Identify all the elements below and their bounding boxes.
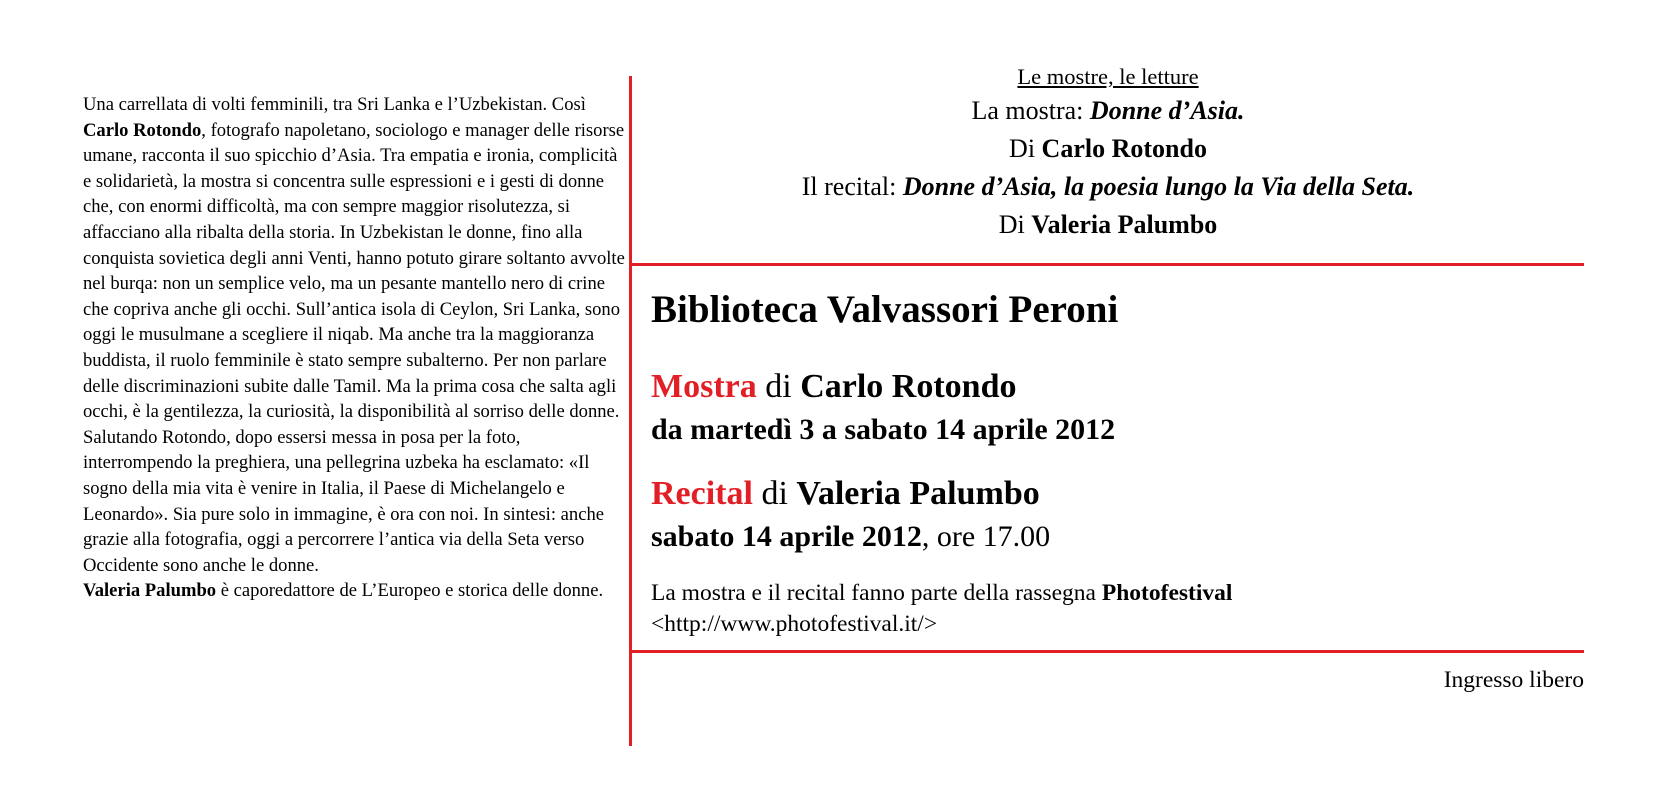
description-paragraph <box>83 92 628 578</box>
exhibition-block <box>651 365 1115 451</box>
exhibition-label: Mostra <box>651 368 757 405</box>
recital-author: Valeria Palumbo <box>1031 210 1218 239</box>
recital-by-text: di <box>752 475 797 512</box>
recital-label: Recital <box>651 475 753 512</box>
exhibition-dates <box>651 409 1115 451</box>
recital-author-name: Valeria Palumbo <box>796 475 1040 512</box>
admission-text: Ingresso libero <box>1443 667 1584 693</box>
curator-note <box>83 578 628 604</box>
exhibit-title: Donne d’Asia. <box>1089 96 1245 125</box>
festival-url[interactable]: <http://www.photofestival.it/> <box>651 611 938 637</box>
exhibition-dates-text: da martedì 3 a sabato 14 aprile 2012 <box>651 413 1116 446</box>
festival-text: La mostra e il recital fanno parte della rassegna <box>651 580 1102 606</box>
exhibit-by: Di <box>1009 134 1042 163</box>
venue-title: Biblioteca Valvassori Peroni <box>651 288 1119 331</box>
header-kicker: Le mostre, le letture <box>1017 64 1199 89</box>
exhibit-prefix: La mostra: <box>971 96 1090 125</box>
festival-note <box>651 578 1232 640</box>
recital-date: sabato 14 aprile 2012 <box>651 520 922 553</box>
description-intro: Una carrellata di volti femminili, tra Sri Lanka e l’Uzbekistan. Così <box>83 94 586 115</box>
festival-line <box>651 578 1232 609</box>
recital-time: , ore 17.00 <box>921 520 1051 553</box>
header-divider <box>629 263 1584 266</box>
exhibition-heading <box>651 365 1115 409</box>
festival-name: Photofestival <box>1101 580 1233 606</box>
photographer-name: Carlo Rotondo <box>83 119 202 141</box>
exhibition-by: di <box>756 368 801 405</box>
recital-author-line <box>632 206 1584 244</box>
recital-datetime <box>651 516 1050 558</box>
description-body: , fotografo napoletano, sociologo e manager delle risorse umane, racconta il suo spicchio d’Asia. Tra empatia e ironia, complicità e solidarietà, la mostra si concentra sulle espressioni e i gesti di donne che, con enormi difficoltà, ma con sempre maggior risolutezza, si affacciano alla ribalta della storia. In Uzbekistan le donne, fino alla conquista sovietica degli anni Venti, hanno potuto girare soltanto avvolte nel burqa: non un semplice velo, ma un pesante mantello nero di crine che copriva anche gli occhi. Sull’antica isola di Ceylon, Sri Lanka, sono oggi le musulmane a scegliere il niqab. Ma anche tra la maggioranza buddista, il ruolo femminile è stato sempre subalterno. Per non parlare delle discriminazioni subite dalle Tamil. Ma la prima cosa che salta agli occhi, è la gentilezza, la curiosità, la disponibilità al sorriso delle donne. Salutando Rotondo, dopo essersi messa in posa per la foto, interrompendo la preghiera, una pellegrina uzbeka ha esclamato: «Il sogno della mia vita è venire in Italia, il Paese di Michelangelo e Leonardo». Sia pure solo in immagine, è ora con noi. In sintesi: anche grazie alla fotografia, oggi a percorrere l’antica via della Seta verso Occidente sono anche le donne. <box>83 119 625 576</box>
exhibition-description <box>83 92 628 604</box>
exhibition-author: Carlo Rotondo <box>800 368 1017 405</box>
recital-heading <box>651 472 1050 516</box>
event-header <box>632 62 1584 244</box>
curator-bio: è caporedattore de L’Europeo e storica delle donne. <box>216 580 604 602</box>
recital-block <box>651 472 1050 558</box>
exhibit-line <box>632 92 1584 130</box>
curator-name: Valeria Palumbo <box>83 580 217 602</box>
exhibit-author-line <box>632 130 1584 168</box>
recital-line <box>632 168 1584 206</box>
footer-divider <box>629 650 1584 653</box>
recital-prefix: Il recital: <box>801 172 903 201</box>
recital-by: Di <box>998 210 1032 239</box>
recital-title: Donne d’Asia, la poesia lungo la Via della Seta. <box>902 172 1415 201</box>
exhibit-author: Carlo Rotondo <box>1041 134 1207 163</box>
